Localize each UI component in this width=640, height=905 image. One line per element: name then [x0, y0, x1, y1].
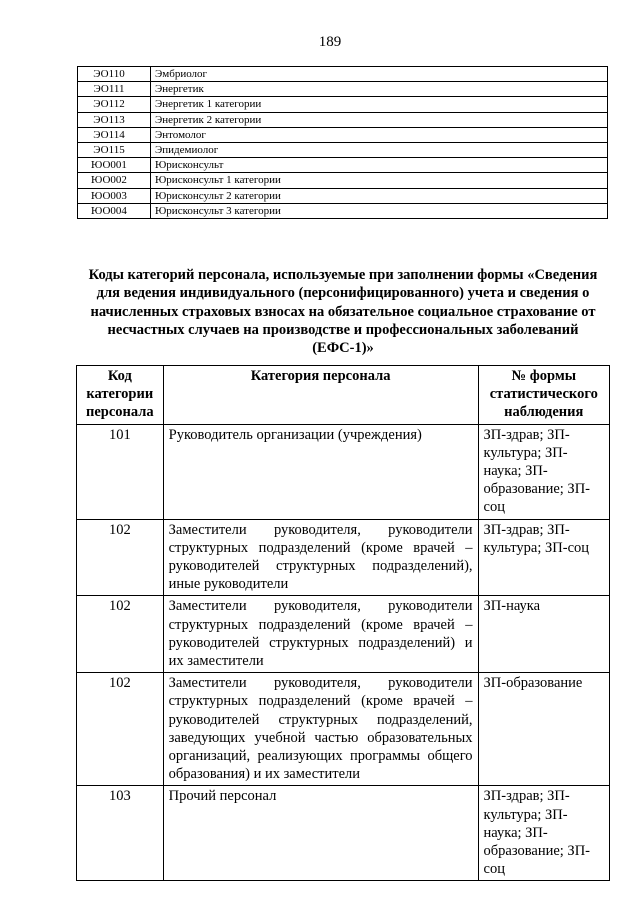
- position-name-cell: Энергетик 2 категории: [151, 112, 608, 127]
- position-code-cell: ЮО001: [78, 158, 151, 173]
- header-code: Код категории персонала: [77, 366, 164, 425]
- table-row: [78, 188, 608, 203]
- position-code-cell: ЭО115: [78, 142, 151, 157]
- position-code-cell: ЭО110: [78, 67, 151, 82]
- table-row: [78, 142, 608, 157]
- category-name-cell: Заместители руководителя, руководители структурных подразделений (кроме врачей – руководителей структурных подразделений), иные руководители: [163, 519, 478, 596]
- position-name-cell: Юрисконсульт 1 категории: [151, 173, 608, 188]
- table-row: [77, 424, 610, 519]
- category-name-cell: Прочий персонал: [163, 786, 478, 881]
- position-code-cell: ЭО113: [78, 112, 151, 127]
- table-row: [77, 596, 610, 673]
- header-form: № формы статистического наблюдения: [478, 366, 609, 425]
- position-name-cell: Эпидемиолог: [151, 142, 608, 157]
- position-name-cell: Юрисконсульт: [151, 158, 608, 173]
- form-number-cell: ЗП-наука: [478, 596, 609, 673]
- header-category: Категория персонала: [163, 366, 478, 425]
- table-row: [77, 673, 610, 786]
- table-row: [78, 67, 608, 82]
- table-row: [77, 786, 610, 881]
- table-row: [78, 173, 608, 188]
- position-code-cell: ЭО111: [78, 82, 151, 97]
- table-row: [78, 203, 608, 218]
- table-row: [78, 97, 608, 112]
- category-name-cell: Заместители руководителя, руководители структурных подразделений (кроме врачей – руководителей структурных подразделений) и их заместители: [163, 596, 478, 673]
- position-name-cell: Энергетик 1 категории: [151, 97, 608, 112]
- category-name-cell: Руководитель организации (учреждения): [163, 424, 478, 519]
- table-row: [78, 158, 608, 173]
- position-code-cell: ЮО003: [78, 188, 151, 203]
- form-number-cell: ЗП-образование: [478, 673, 609, 786]
- position-code-cell: ЮО004: [78, 203, 151, 218]
- form-number-cell: ЗП-здрав; ЗП-культура; ЗП-соц: [478, 519, 609, 596]
- form-number-cell: ЗП-здрав; ЗП-культура; ЗП-наука; ЗП-образование; ЗП-соц: [478, 786, 609, 881]
- position-name-cell: Энергетик: [151, 82, 608, 97]
- category-code-cell: 102: [77, 596, 164, 673]
- position-codes-table: [77, 66, 608, 219]
- form-number-cell: ЗП-здрав; ЗП-культура; ЗП-наука; ЗП-образование; ЗП-соц: [478, 424, 609, 519]
- category-code-cell: 102: [77, 519, 164, 596]
- position-code-cell: ЭО114: [78, 127, 151, 142]
- section-title: Коды категорий персонала, используемые при заполнении формы «Сведения для ведения индивидуального (персонифицированного) учета и сведения о начисленных страховых взносах на обязательное социальное страхование от несчастных случаев на производстве и профессиональных заболеваний (ЕФС-1)»: [88, 267, 598, 357]
- position-code-cell: ЮО002: [78, 173, 151, 188]
- position-name-cell: Юрисконсульт 3 категории: [151, 203, 608, 218]
- table-header-row: [77, 366, 610, 425]
- category-code-cell: 102: [77, 673, 164, 786]
- position-code-cell: ЭО112: [78, 97, 151, 112]
- personnel-category-table: [76, 365, 610, 881]
- category-name-cell: Заместители руководителя, руководители структурных подразделений (кроме врачей – руководителей структурных подразделений, заведующих учебной частью образовательных организаций, реализующих программы общего образования) и их заместители: [163, 673, 478, 786]
- table-row: [77, 519, 610, 596]
- position-name-cell: Юрисконсульт 2 категории: [151, 188, 608, 203]
- table-row: [78, 82, 608, 97]
- category-code-cell: 101: [77, 424, 164, 519]
- category-code-cell: 103: [77, 786, 164, 881]
- table-row: [78, 112, 608, 127]
- position-name-cell: Эмбриолог: [151, 67, 608, 82]
- position-name-cell: Энтомолог: [151, 127, 608, 142]
- table-row: [78, 127, 608, 142]
- page-number: 189: [318, 34, 342, 50]
